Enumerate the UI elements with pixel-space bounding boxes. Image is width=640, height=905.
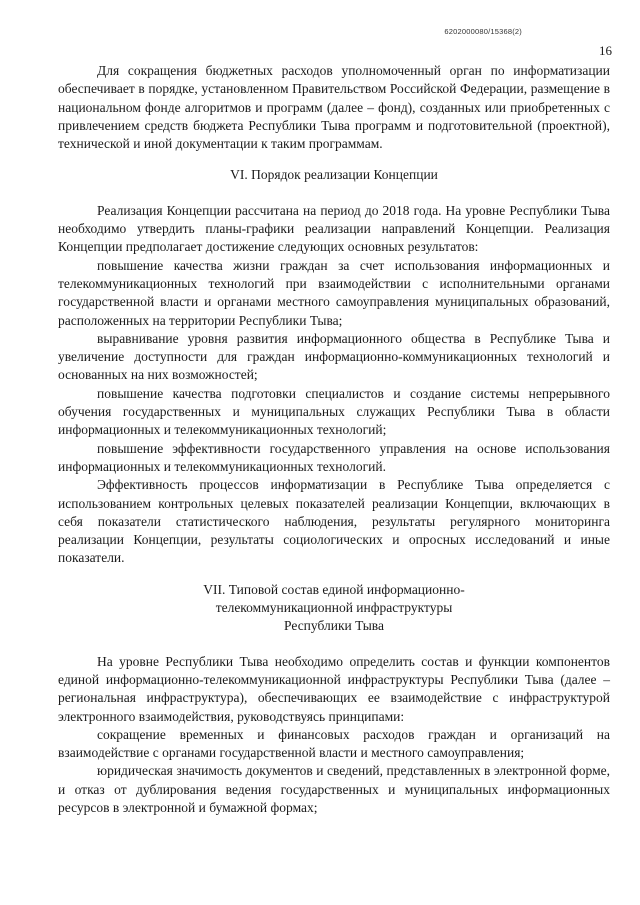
section-7-title-line-1: VII. Типовой состав единой информационно-	[203, 581, 465, 597]
section-7-title-line-2: телекоммуникационной инфраструктуры	[215, 600, 453, 616]
document-code: 6202000080/15368(2)	[444, 27, 522, 36]
section-6-title: VI. Порядок реализации Концепции	[230, 167, 438, 183]
section-7-title-line-3: Республики Тыва	[284, 618, 384, 634]
paragraph-result-leveling: выравнивание уровня развития информационного общества в Республике Тыва и увеличение доступности для граждан информационно-коммуникационных технологий и основанных на них возможностей;	[58, 330, 610, 383]
paragraph-efficiency-indicators: Эффективность процессов информатизации в Республике Тыва определяется с использованием контрольных целевых показателей реализации Концепции, включающих в себя показатели статистического наблюдения, результаты регулярного мониторинга реализации Концепции, результаты социологических и опросных исследований и иные показатели.	[58, 477, 610, 566]
paragraph-principle-legal-significance: юридическая значимость документов и сведений, представленных в электронной форме, и отказ от дублирования ведения государственных и муниципальных информационных ресурсов в электронной и бумажной формах;	[58, 763, 610, 815]
document-body	[58, 62, 610, 817]
paragraph-result-quality-of-life: повышение качества жизни граждан за счет использования информационных и телекоммуникационных технологий при взаимодействии с исполнительными органами государственной власти и органами местного самоуправления муниципальных образований, расположенных на территории Республики Тыва;	[58, 257, 610, 328]
paragraph-result-governance: повышение эффективности государственного управления на основе использования информационных и телекоммуникационных технологий.	[58, 440, 610, 474]
paragraph-result-training: повышение качества подготовки специалистов и создание системы непрерывного обучения государственных и муниципальных служащих Республики Тыва в области информационных и телекоммуникационных технологий;	[58, 385, 610, 438]
paragraph-principle-cost-reduction: сокращение временных и финансовых расходов граждан и организаций на взаимодействие с органами государственной власти и местного самоуправления;	[58, 726, 610, 761]
paragraph-fund-placement: Для сокращения бюджетных расходов уполномоченный орган по информатизации обеспечивает в порядке, установленном Правительством Российской Федерации, размещение в национальном фонде алгоритмов и программ (далее – фонд), созданных или приобретенных с привлечением средств бюджета Республики Тыва программ и подготовительной (проектной), технической и иной документации к таким программам.	[58, 63, 610, 152]
paragraph-implementation-period: Реализация Концепции рассчитана на период до 2018 года. На уровне Республики Тыва необходимо утвердить планы-графики реализации направлений Концепции. Реализация Концепции предполагает достижение следующих основных результатов:	[58, 202, 610, 255]
paragraph-infrastructure-composition: На уровне Республики Тыва необходимо определить состав и функции компонентов единой информационно-телекоммуникационной инфраструктуры Республики Тыва (далее – региональная инфраструктура), обеспечивающих ее взаимодействие с инфраструктурой электронного взаимодействия, руководствуясь принципами:	[58, 653, 610, 724]
page-number: 16	[599, 43, 612, 58]
